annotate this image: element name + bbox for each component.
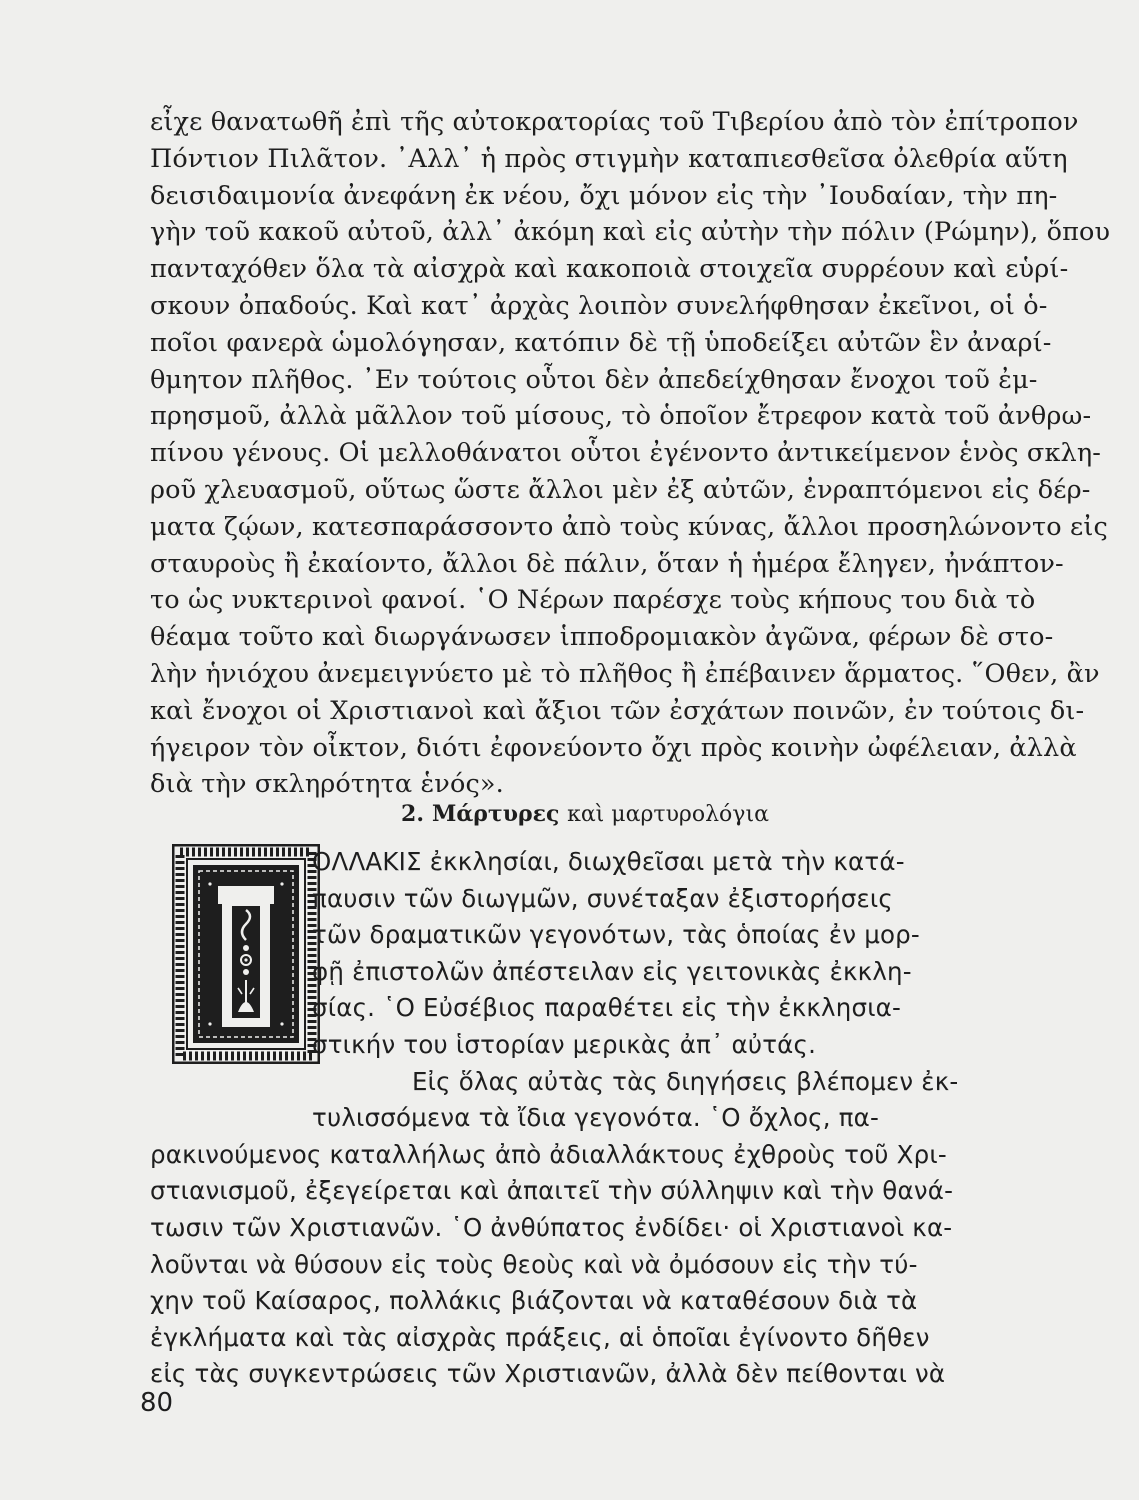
text-line: σταυροὺς ἢ ἐκαίοντο, ἄλλοι δὲ πάλιν, ὅταν ἡ ἡμέρα ἔληγεν, ἠνάπτον-	[150, 548, 1064, 579]
text-line: ΟΛΛΑΚΙΣ ἐκκλησίαι, διωχθεῖσαι μετὰ τὴν κατά-	[312, 847, 905, 876]
text-line: ήγειρον τὸν οἶκτον, διότι ἐφονεύοντο ὄχι πρὸς κοινὴν ὠφέλειαν, ἀλλὰ	[150, 732, 1077, 763]
text-line: στικήν του ἱστορίαν μερικὰς ἀπ᾿ αὐτάς.	[312, 1029, 817, 1059]
text-line: το ὡς νυκτερινοὶ φανοί. ῾Ο Νέρων παρέσχε τοὺς κήπους του διὰ τὸ	[150, 585, 1036, 616]
section-title-rest: καὶ μαρτυρολόγια	[567, 802, 769, 827]
text-line: διὰ τὴν σκληρότητα ἑνός».	[150, 769, 504, 800]
text-line: τυλισσόμενα τὰ ἴδια γεγονότα. ῾Ο ὄχλος, πα-	[312, 1103, 880, 1133]
text-line: ποῖοι φανερὰ ὡμολόγησαν, κατόπιν δὲ τῇ ὑποδείξει αὐτῶν ἓν ἀναρί-	[150, 327, 1052, 358]
text-line: φῇ ἐπιστολῶν ἀπέστειλαν εἰς γειτονικὰς ἐκκλη-	[312, 956, 912, 986]
text-line: σίας. ῾Ο Εὐσέβιος παραθέτει εἰς τὴν ἐκκλησια-	[312, 993, 902, 1023]
page-number: 80	[140, 1388, 174, 1418]
text-line: Εἰς ὅλας αὐτὰς τὰς διηγήσεις βλέπομεν ἐκ-	[412, 1066, 959, 1096]
text-line: γὴν τοῦ κακοῦ αὐτοῦ, ἀλλ᾿ ἀκόμη καὶ εἰς αὐτὴν τὴν πόλιν (Ρώμην), ὅπου	[150, 217, 1111, 248]
section-number: 2.	[401, 801, 425, 827]
text-line: πρησμοῦ, ἀλλὰ μᾶλλον τοῦ μίσους, τὸ ὁποῖον ἔτρεφον κατὰ τοῦ ἀνθρω-	[150, 401, 1092, 432]
text-line: πίνου γένους. Οἱ μελλοθάνατοι οὗτοι ἐγένοντο ἀντικείμενον ἑνὸς σκλη-	[150, 438, 1102, 469]
section-text	[150, 844, 1020, 1393]
text-line: ματα ζῴων, κατεσπαράσσοντο ἀπὸ τοὺς κύνας, ἄλλοι προσηλώνοντο εἰς	[150, 511, 1108, 542]
text-line: θμητον πλῆθος. ᾿Εν τούτοις οὗτοι δὲν ἀπεδείχθησαν ἔνοχοι τοῦ ἐμ-	[150, 364, 1038, 395]
top-paragraph	[150, 104, 1111, 803]
text-line: σκουν ὀπαδούς. Καὶ κατ᾿ ἀρχὰς λοιπὸν συνελήφθησαν ἐκεῖνοι, οἱ ὁ-	[150, 290, 1048, 321]
text-line: παυσιν τῶν διωγμῶν, συνέταξαν ἐξιστορήσεις	[312, 883, 893, 913]
text-line: δεισιδαιμονία ἀνεφάνη ἐκ νέου, ὄχι μόνον εἰς τὴν ᾿Ιουδαίαν, τὴν πη-	[150, 180, 1058, 211]
text-line: ἐγκλήματα καὶ τὰς αἰσχρὰς πράξεις, αἱ ὁποῖαι ἐγίνοντο δῆθεν	[150, 1322, 930, 1352]
section-heading	[150, 800, 1020, 829]
text-line: Πόντιον Πιλᾶτον. ᾿Αλλ᾿ ἡ πρὸς στιγμὴν καταπιεσθεῖσα ὀλεθρία αὕτη	[150, 143, 1068, 174]
text-line: λὴν ἡνιόχου ἀνεμειγνύετο μὲ τὸ πλῆθος ἢ ἐπέβαινεν ἅρματος. ῞Οθεν, ἂν	[150, 658, 1100, 689]
text-line: ροῦ χλευασμοῦ, οὕτως ὥστε ἄλλοι μὲν ἐξ αὐτῶν, ἐνραπτόμενοι εἰς δέρ-	[150, 474, 1091, 505]
text-line: εἶχε θανατωθῆ ἐπὶ τῆς αὐτοκρατορίας τοῦ Τιβερίου ἀπὸ τὸν ἐπίτροπον	[150, 107, 1079, 137]
text-line: τῶν δραματικῶν γεγονότων, τὰς ὁποίας ἐν μορ-	[312, 920, 920, 950]
text-line: ρακινούμενος καταλλήλως ἀπὸ ἀδιαλλάκτους ἐχθροὺς τοῦ Χρι-	[150, 1139, 947, 1169]
text-line: καὶ ἔνοχοι οἱ Χριστιανοὶ καὶ ἄξιοι τῶν ἐσχάτων ποινῶν, ἐν τούτοις δι-	[150, 695, 1085, 726]
text-line: εἰς τὰς συγκεντρώσεις τῶν Χριστιανῶν, ἀλλὰ δὲν πείθονται νὰ	[150, 1359, 946, 1389]
text-line: χην τοῦ Καίσαρος, πολλάκις βιάζονται νὰ καταθέσουν διὰ τὰ	[150, 1286, 918, 1316]
text-line: πανταχόθεν ὅλα τὰ αἰσχρὰ καὶ κακοποιὰ στοιχεῖα συρρέουν καὶ εὑρί-	[150, 254, 1069, 285]
section-title-main: Μάρτυρες	[432, 801, 560, 827]
text-line: θέαμα τοῦτο καὶ διωργάνωσεν ἱπποδρομιακὸν ἀγῶνα, φέρων δὲ στο-	[150, 622, 1054, 653]
text-line: στιανισμοῦ, ἐξεγείρεται καὶ ἀπαιτεῖ τὴν σύλληψιν καὶ τὴν θανά-	[150, 1176, 954, 1206]
text-line: λοῦνται νὰ θύσουν εἰς τοὺς θεοὺς καὶ νὰ ὀμόσουν εἰς τὴν τύ-	[150, 1249, 918, 1279]
text-line: τωσιν τῶν Χριστιανῶν. ῾Ο ἀνθύπατος ἐνδίδει· οἱ Χριστιανοὶ κα-	[150, 1212, 953, 1242]
